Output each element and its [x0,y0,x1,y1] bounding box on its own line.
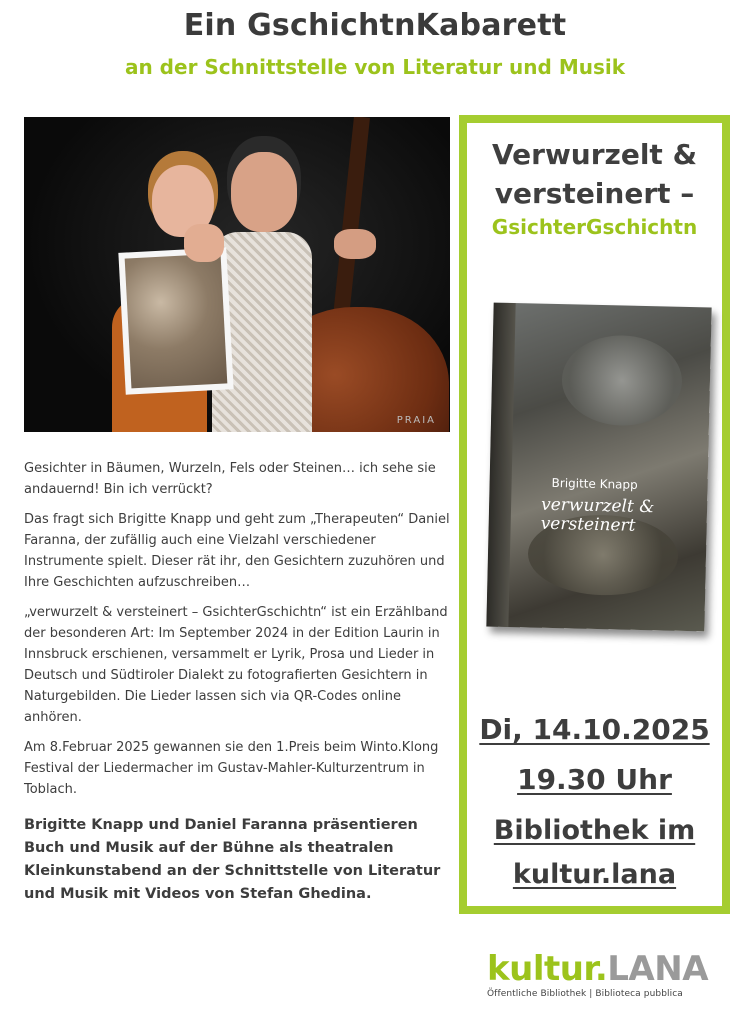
event-date: Di, 14.10.2025 [479,713,710,746]
highlight-paragraph: Brigitte Knapp und Daniel Faranna präsentieren Buch und Musik auf der Bühne als theatralen Kleinkunstabend an der Schnittstelle von Literatur und Musik mit Videos von Stefan Ghedina. [24,817,441,902]
performers-photo [24,117,450,432]
event-info-box [459,115,730,914]
event-venue: Bibliothek im kultur.lana [493,815,696,890]
event-time: 19.30 Uhr [517,763,672,796]
paragraph: Am 8.Februar 2025 gewannen sie den 1.Preis beim Winto.Klong Festival der Liedermacher im Gustav-Mahler-Kulturzentrum in Toblach. [24,740,439,797]
hand [184,224,224,262]
paragraph: „verwurzelt & versteinert – GsichterGschichtn“ ist ein Erzählband der besonderen Art: Im September 2024 in der Edition Laurin in Innsbruck erschienen, versammelt er Lyrik, Prosa und Lieder in Deutsch und Südtiroler Dialekt zu fotografierten Gesichtern in Naturgebilden. Die Lieder lassen sich via QR-Codes online anhören. [24,605,448,725]
event-title: Verwurzelt & versteinert – [492,138,697,210]
hand [334,229,376,259]
book-cover [486,303,711,632]
book-title: verwurzelt & versteinert [540,494,655,536]
paragraph: Gesichter in Bäumen, Wurzeln, Fels oder Steinen… ich sehe sie andauernd! Bin ich verrückt? [24,461,436,497]
book-spine [486,303,515,627]
photo-watermark: PRAIA [396,415,436,426]
book-author: Brigitte Knapp [551,475,638,492]
kultur-lana-logo [487,949,709,999]
stone-face-print [118,247,233,394]
page-subtitle: an der Schnittstelle von Literatur und Musik [124,55,626,79]
paragraph: Das fragt sich Brigitte Knapp und geht zum „Therapeuten“ Daniel Faranna, der zufällig auch eine Vielzahl verschiedener Instrumente spielt. Dieser rät ihr, den Gesichtern zuzuhören und Ihre Geschichten aufzuschreiben… [24,512,450,590]
logo-word-grey: LANA [607,949,709,989]
page-title: Ein GschichtnKabarett [183,8,567,43]
man-face [231,152,297,232]
wood-texture [561,334,683,427]
event-subtitle: GsichterGschichtn [491,215,698,239]
logo-subline: Öffentliche Bibliothek | Biblioteca pubblica [487,989,683,999]
logo-word-green: kultur. [487,949,608,989]
description-text [24,458,450,915]
